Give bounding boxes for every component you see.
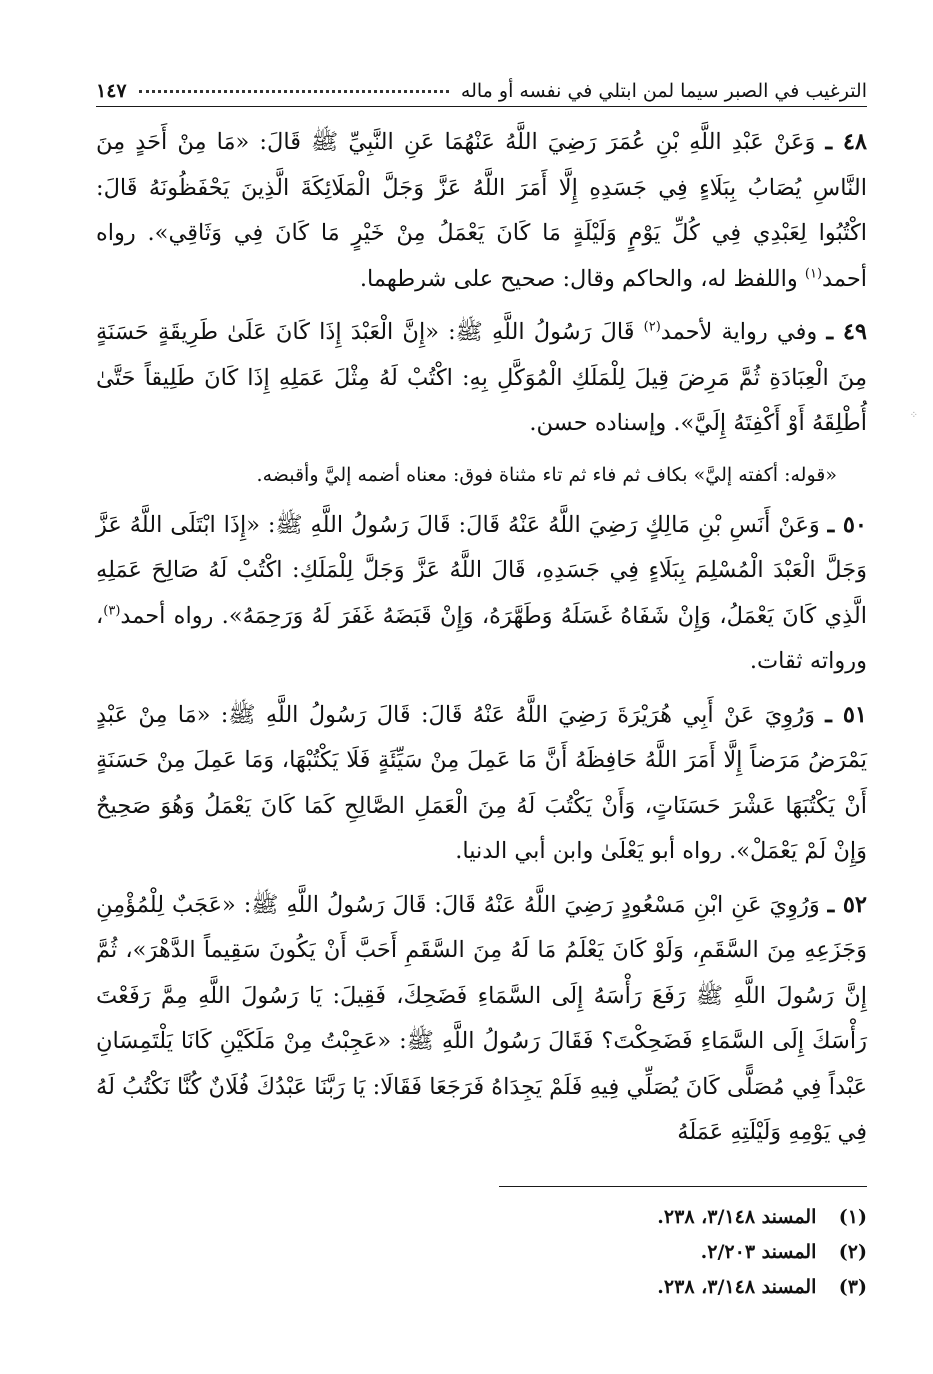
hadith-text: وَعَنْ أَنَسِ بْنِ مَالِكٍ رَضِيَ اللَّهُ عَنْهُ قَالَ: قَالَ رَسُولُ اللَّهِ ﷺ: «إِذَا ابْتَلَى اللَّهُ عَزَّ وَجَلَّ الْعَبْدَ الْمُسْلِمَ بِبَلَاءٍ فِي جَسَدِهِ، قَالَ اللَّهُ عَزَّ وَجَلَّ لِلْمَلَكِ: اكْتُبْ لَهُ صَالِحَ عَمَلِهِ الَّذِي كَانَ يَعْمَلُ، وَإِنْ شَفَاهُ غَسَلَهُ وَطَهَّرَهُ، وَإِنْ قَبَضَهُ غَفَرَ لَهُ وَرَحِمَهُ». رواه أحمد	[96, 511, 867, 629]
footnotes	[467, 1200, 867, 1305]
footnote-3	[467, 1270, 867, 1305]
hadith-50	[96, 503, 867, 685]
footnote-number: (١)	[838, 1206, 867, 1228]
hadith-text: وَرُوِيَ عَنِ ابْنِ مَسْعُودٍ رَضِيَ اللَّهُ عَنْهُ قَالَ: قَالَ رَسُولُ اللَّهِ ﷺ: «عَجَبٌ لِلْمُؤْمِنِ وَجَزَعِهِ مِنَ السَّقَمِ، وَلَوْ كَانَ يَعْلَمُ مَا لَهُ مِنَ السَّقَمِ أَحَبَّ أَنْ يَكُونَ سَقِيماً الدَّهْرَ»، ثُمَّ إِنَّ رَسُولَ اللَّهِ ﷺ رَفَعَ رَأْسَهُ إِلَى السَّمَاءِ فَضَحِكَ، فَقِيلَ: يَا رَسُولَ اللَّهِ مِمَّ رَفَعْتَ رَأْسَكَ إِلَى السَّمَاءِ فَضَحِكْتَ؟ فَقَالَ رَسُولُ اللَّهِ ﷺ: «عَجِبْتُ مِنْ مَلَكَيْنِ كَانَا يَلْتَمِسَانِ عَبْداً فِي مُصَلًّى كَانَ يُصَلِّي فِيهِ فَلَمْ يَجِدَاهُ فَرَجَعَا فَقَالَا: يَا رَبَّنَا عَبْدُكَ فُلَانٌ كُنَّا نَكْتُبُ لَهُ فِي يَوْمِهِ وَلَيْلَتِهِ عَمَلَهُ	[96, 891, 867, 1145]
hadith-52	[96, 883, 867, 1156]
hadith-number: ٥٠ ـ	[827, 511, 867, 538]
footnote-2	[467, 1235, 867, 1270]
footnote-text: المسند ٣/١٤٨، ٢٣٨.	[657, 1276, 817, 1298]
page-number: ١٤٧	[96, 80, 127, 102]
footnote-number: (٢)	[838, 1241, 867, 1263]
hadith-48	[96, 120, 867, 302]
hadith-text: وَعَنْ عَبْدِ اللَّهِ بْنِ عُمَرَ رَضِيَ اللَّهُ عَنْهُمَا عَنِ النَّبِيِّ ﷺ قَالَ: «مَا مِنْ أَحَدٍ مِنَ النَّاسِ يُصَابُ بِبَلَاءٍ فِي جَسَدِهِ إِلَّا أَمَرَ اللَّهُ عَزَّ وَجَلَّ الْمَلَائِكَةَ الَّذِينَ يَحْفَظُونَهُ قَالَ: اكْتُبُوا لِعَبْدِي فِي كُلِّ يَوْمٍ وَلَيْلَةٍ مَا كَانَ يَعْمَلُ مِنْ خَيْرٍ مَا كَانَ فِي وَثَاقِي». رواه أحمد	[96, 129, 867, 292]
gloss-note: «قوله: أكفته إليَّ» بكاف ثم فاء ثم تاء مثناة فوق: معناه أضمه إليَّ وأقبضه.	[256, 463, 837, 486]
footnote-ref: (٣)	[103, 603, 121, 618]
hadith-source: ، ورواته ثقات.	[96, 602, 867, 674]
footnote-number: (٣)	[838, 1276, 867, 1298]
hadith-text: وفي رواية لأحمد	[660, 319, 818, 345]
hadith-number: ٥١ ـ	[825, 701, 867, 728]
margin-speck: ⁘	[909, 410, 918, 421]
hadith-text: وَرُوِيَ عَنْ أَبِي هُرَيْرَةَ رَضِيَ اللَّهُ عَنْهُ قَالَ: قَالَ رَسُولُ اللَّهِ ﷺ: «مَا مِنْ عَبْدٍ يَمْرَضُ مَرَضاً إِلَّا أَمَرَ اللَّهُ حَافِظَهُ أَنَّ مَا عَمِلَ مِنْ سَيِّئَةٍ فَلَا يَكْتُبْهَا، وَمَا عَمِلَ مِنْ حَسَنَةٍ أَنْ يَكْتُبَهَا عَشْرَ حَسَنَاتٍ، وَأَنْ يَكْتُبَ لَهُ مِنَ الْعَمَلِ الصَّالِحِ كَمَا كَانَ يَعْمَلُ وَهُوَ صَحِيحٌ وَإِنْ لَمْ يَعْمَلْ». رواه أبو يَعْلَىٰ وابن أبي الدنيا.	[96, 701, 867, 864]
hadith-source: واللفظ له، والحاكم وقال: صحيح على شرطهما.	[359, 265, 805, 292]
hadith-number: ٤٨ ـ	[825, 129, 867, 155]
footnote-ref: (٢)	[643, 319, 661, 335]
running-header	[96, 62, 867, 107]
header-dot-leader	[139, 90, 449, 93]
footnote-text: المسند ٢/٢٠٣.	[700, 1241, 817, 1263]
hadith-continuation: قَالَ رَسُولُ اللَّهِ ﷺ: «إِنَّ الْعَبْدَ إِذَا كَانَ عَلَىٰ طَرِيقَةٍ حَسَنَةٍ مِنَ الْعِبَادَةِ ثُمَّ مَرِضَ قِيلَ لِلْمَلَكِ الْمُوَكَّلِ بِهِ: اكْتُبْ لَهُ مِثْلَ عَمَلِهِ إِذَا كَانَ طَلِيقاً حَتَّىٰ أُطْلِقَهُ أَوْ أَكْفِتَهُ إِلَيَّ». وإسناده حسن.	[96, 319, 867, 436]
footnote-text: المسند ٣/١٤٨، ٢٣٨.	[657, 1206, 817, 1228]
chapter-title: الترغيب في الصبر سيما لمن ابتلي في نفسه أو ماله	[460, 80, 867, 102]
hadith-number: ٤٩ ـ	[826, 319, 868, 345]
main-text	[96, 120, 867, 1164]
footnote-ref: (١)	[804, 266, 823, 281]
hadith-49	[96, 310, 867, 447]
hadith-number: ٥٢ ـ	[827, 891, 867, 918]
footnote-separator	[499, 1186, 867, 1187]
footnote-1	[467, 1200, 867, 1235]
hadith-51	[96, 693, 867, 875]
